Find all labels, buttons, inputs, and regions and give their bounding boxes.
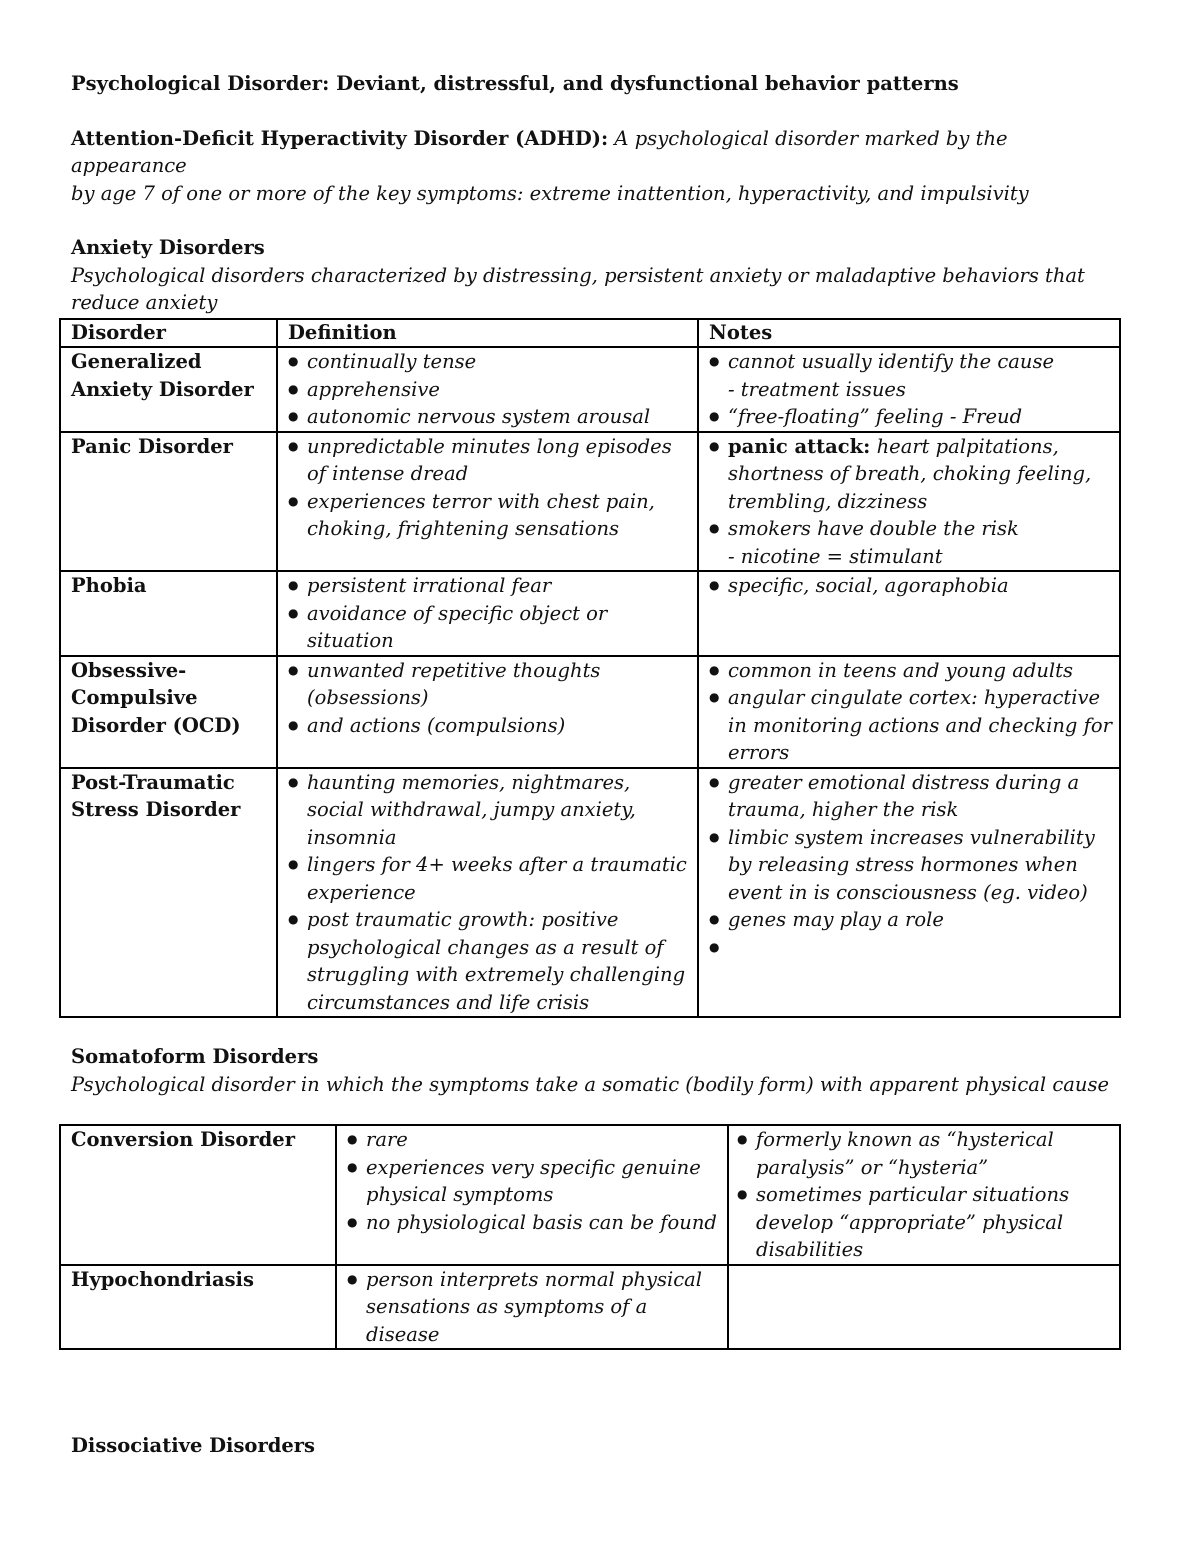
list-item: ● sometimes particular situations develop “appropriate” physical disabilities (737, 1181, 1113, 1264)
sub-note: - treatment issues (728, 377, 906, 401)
table-header-row (60, 319, 1120, 347)
list-item: ● apprehensive (288, 376, 691, 404)
list-item: ● lingers for 4+ weeks after a traumatic experience (288, 851, 691, 906)
row-name-ocd: Obsessive-Compulsive Disorder (OCD) (60, 656, 277, 768)
row-definition (277, 571, 698, 656)
row-notes (698, 656, 1120, 768)
list-item: ● “free-floating” feeling - Freud (709, 403, 1113, 431)
table-row (60, 432, 1120, 572)
list-item: ● persistent irrational fear (288, 572, 691, 600)
list-item: ● smokers have double the risk (709, 515, 1113, 543)
adhd-term: Attention-Deficit Hyperactivity Disorder (ADHD): (71, 126, 609, 150)
row-definition (277, 432, 698, 572)
list-item (709, 433, 1113, 516)
dissociative-heading: Dissociative Disorders (71, 1434, 316, 1457)
row-name-gad: Generalized Anxiety Disorder (60, 347, 277, 432)
list-item: ● unpredictable minutes long episodes of intense dread (288, 433, 691, 488)
dissociative-section (71, 1432, 1121, 1460)
panic-attack-term: panic attack: (728, 434, 871, 458)
list-item: ● person interprets normal physical sensations as symptoms of a disease (347, 1266, 721, 1349)
list-item: ● no physiological basis can be found (347, 1209, 721, 1237)
row-definition (336, 1265, 728, 1350)
list-item: ● specific, social, agoraphobia (709, 572, 1113, 600)
anxiety-desc-line-2: reduce anxiety (71, 291, 218, 314)
list-item: ● limbic system increases vulnerability by releasing stress hormones when event in is consciousness (eg. video) (709, 824, 1113, 907)
adhd-definition (71, 125, 1121, 180)
anxiety-table (59, 318, 1121, 1018)
list-item: ● experiences very specific genuine physical symptoms (347, 1154, 721, 1209)
list-item: ● cannot usually identify the cause (709, 348, 1113, 376)
row-name-conversion: Conversion Disorder (60, 1125, 336, 1265)
list-item: ● genes may play a role (709, 906, 1113, 934)
somatoform-desc: Psychological disorder in which the symptoms take a somatic (bodily form) with apparent physical cause (71, 1072, 1110, 1096)
somatoform-heading: Somatoform Disorders (71, 1045, 319, 1068)
row-notes-empty (728, 1265, 1120, 1350)
list-item: ● experiences terror with chest pain, choking, frightening sensations (288, 488, 691, 543)
anxiety-heading: Anxiety Disorders (71, 236, 265, 259)
list-item: ● and actions (compulsions) (288, 712, 691, 740)
list-item: ● greater emotional distress during a trauma, higher the risk (709, 769, 1113, 824)
list-item: ● autonomic nervous system arousal (288, 403, 691, 431)
row-definition (277, 347, 698, 432)
list-item (709, 934, 1113, 962)
list-item: ● avoidance of specific object or situation (288, 600, 691, 655)
list-item: ● continually tense (288, 348, 691, 376)
table-row (60, 1265, 1120, 1350)
list-item: ● post traumatic growth: positive psychological changes as a result of struggling with extremely challenging circumstances and life crisis (288, 906, 691, 1016)
list-item: ● rare (347, 1126, 721, 1154)
row-notes (698, 768, 1120, 1018)
page-title: Psychological Disorder: Deviant, distressful, and dysfunctional behavior patterns (71, 72, 959, 95)
somatoform-section (71, 1043, 1121, 1098)
panic-attack-desc: heart palpitations, shortness of breath, choking feeling, trembling, dizziness (728, 434, 1092, 513)
row-notes (728, 1125, 1120, 1265)
anxiety-desc-line-1: Psychological disorders characterized by distressing, persistent anxiety or maladaptive behaviors that (71, 263, 1085, 287)
row-definition (277, 656, 698, 768)
adhd-def-line-1: A psychological disorder marked by the appearance (71, 126, 1008, 177)
row-name-hypochondriasis: Hypochondriasis (60, 1265, 336, 1350)
table-row (60, 347, 1120, 432)
header-definition: Definition (277, 319, 698, 347)
list-item: ● angular cingulate cortex: hyperactive in monitoring actions and checking for errors (709, 684, 1113, 767)
table-row (60, 656, 1120, 768)
somatoform-table (59, 1124, 1121, 1350)
list-item: ● common in teens and young adults (709, 657, 1113, 685)
row-notes (698, 571, 1120, 656)
header-disorder: Disorder (60, 319, 277, 347)
row-name-panic: Panic Disorder (60, 432, 277, 572)
sub-note: - nicotine = stimulant (728, 544, 943, 568)
header-notes: Notes (698, 319, 1120, 347)
table-row (60, 1125, 1120, 1265)
row-definition (277, 768, 698, 1018)
table-row (60, 768, 1120, 1018)
row-notes (698, 432, 1120, 572)
document-page (71, 70, 1121, 317)
list-item: ● haunting memories, nightmares, social withdrawal, jumpy anxiety, insomnia (288, 769, 691, 852)
adhd-def-line-2: by age 7 of one or more of the key symptoms: extreme inattention, hyperactivity, and impulsivity (71, 181, 1029, 205)
row-name-phobia: Phobia (60, 571, 277, 656)
table-row (60, 571, 1120, 656)
row-name-ptsd: Post-Traumatic Stress Disorder (60, 768, 277, 1018)
row-notes (698, 347, 1120, 432)
row-definition (336, 1125, 728, 1265)
list-item: ● formerly known as “hysterical paralysis” or “hysteria” (737, 1126, 1113, 1181)
list-item: ● unwanted repetitive thoughts (obsessions) (288, 657, 691, 712)
